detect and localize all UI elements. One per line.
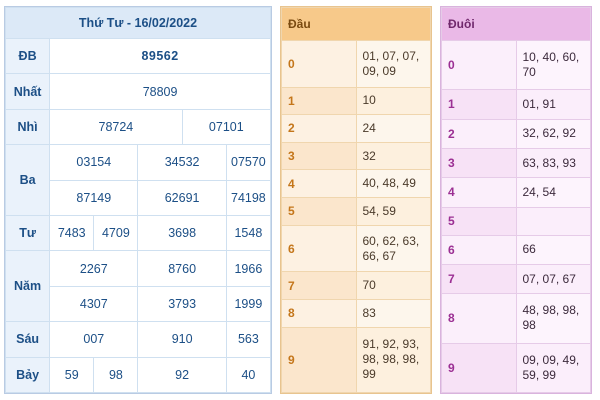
prize-value-ba-6: 74198 <box>226 180 270 215</box>
list-item <box>442 41 591 90</box>
duoi-values-2: 32, 62, 92 <box>516 119 591 148</box>
dau-table <box>281 7 431 393</box>
duoi-values-0: 10, 40, 60, 70 <box>516 41 591 90</box>
prize-value-tu-3: 3698 <box>138 215 226 250</box>
dau-key-5: 5 <box>282 198 357 226</box>
duoi-values-7: 07, 07, 67 <box>516 264 591 293</box>
table-row-nam-1 <box>6 251 271 286</box>
duoi-table <box>441 7 591 393</box>
dau-key-8: 8 <box>282 299 357 327</box>
duoi-key-7: 7 <box>442 264 517 293</box>
list-item <box>282 225 431 272</box>
prize-value-nam-1: 2267 <box>50 251 138 286</box>
result-date-title: Thứ Tư - 16/02/2022 <box>6 8 271 39</box>
duoi-values-1: 01, 91 <box>516 90 591 119</box>
dau-key-3: 3 <box>282 142 357 170</box>
dau-values-1: 10 <box>356 87 431 115</box>
prize-value-nam-5: 3793 <box>138 286 226 321</box>
duoi-values-4: 24, 54 <box>516 178 591 207</box>
duoi-key-3: 3 <box>442 148 517 177</box>
prize-value-ba-3: 07570 <box>226 145 270 180</box>
dau-values-2: 24 <box>356 115 431 143</box>
prize-label-db: ĐB <box>6 39 50 74</box>
table-row-tu <box>6 215 271 250</box>
prize-label-bay: Bảy <box>6 357 50 392</box>
dau-key-0: 0 <box>282 41 357 88</box>
duoi-panel <box>440 6 592 394</box>
prize-value-tu-1: 7483 <box>50 215 94 250</box>
prize-value-tu-2: 4709 <box>94 215 138 250</box>
prize-value-bay-3: 92 <box>138 357 226 392</box>
prize-value-sau-2: 910 <box>138 322 226 357</box>
prize-label-sau: Sáu <box>6 322 50 357</box>
prize-value-ba-4: 87149 <box>50 180 138 215</box>
list-item <box>282 115 431 143</box>
dau-values-8: 83 <box>356 299 431 327</box>
duoi-header-row <box>442 8 591 41</box>
prize-label-ba: Ba <box>6 145 50 216</box>
prize-value-nam-6: 1999 <box>226 286 270 321</box>
dau-key-4: 4 <box>282 170 357 198</box>
list-item <box>282 327 431 392</box>
dau-key-9: 9 <box>282 327 357 392</box>
list-item <box>442 264 591 293</box>
duoi-key-5: 5 <box>442 207 517 235</box>
prize-value-bay-4: 40 <box>226 357 270 392</box>
dau-values-9: 91, 92, 93, 98, 98, 98, 99 <box>356 327 431 392</box>
duoi-values-9: 09, 09, 49, 59, 99 <box>516 343 591 392</box>
dau-values-7: 70 <box>356 272 431 300</box>
prize-value-nam-3: 1966 <box>226 251 270 286</box>
duoi-values-5 <box>516 207 591 235</box>
prize-value-ba-1: 03154 <box>50 145 138 180</box>
prize-value-tu-4: 1548 <box>226 215 270 250</box>
table-row-bay <box>6 357 271 392</box>
duoi-key-4: 4 <box>442 178 517 207</box>
duoi-key-9: 9 <box>442 343 517 392</box>
prize-value-nam-4: 4307 <box>50 286 138 321</box>
prize-value-bay-1: 59 <box>50 357 94 392</box>
table-row-ba-1 <box>6 145 271 180</box>
duoi-values-3: 63, 83, 93 <box>516 148 591 177</box>
list-item <box>442 148 591 177</box>
list-item <box>282 299 431 327</box>
list-item <box>282 41 431 88</box>
prize-value-sau-1: 007 <box>50 322 138 357</box>
prize-value-ba-5: 62691 <box>138 180 226 215</box>
dau-key-1: 1 <box>282 87 357 115</box>
prize-label-nhat: Nhất <box>6 74 50 109</box>
duoi-values-6: 66 <box>516 235 591 264</box>
prize-value-sau-3: 563 <box>226 322 270 357</box>
list-item <box>442 207 591 235</box>
list-item <box>442 343 591 392</box>
duoi-key-8: 8 <box>442 294 517 343</box>
table-row-sau <box>6 322 271 357</box>
dau-key-6: 6 <box>282 225 357 272</box>
duoi-key-6: 6 <box>442 235 517 264</box>
list-item <box>442 178 591 207</box>
prize-label-nam: Năm <box>6 251 50 322</box>
dau-key-2: 2 <box>282 115 357 143</box>
list-item <box>442 119 591 148</box>
list-item <box>282 170 431 198</box>
prize-value-nhi-1: 78724 <box>50 109 182 144</box>
list-item <box>282 87 431 115</box>
prize-value-ba-2: 34532 <box>138 145 226 180</box>
table-row-db <box>6 39 271 74</box>
dau-header: Đầu <box>282 8 431 41</box>
duoi-values-8: 48, 98, 98, 98 <box>516 294 591 343</box>
dau-values-0: 01, 07, 07, 09, 09 <box>356 41 431 88</box>
prize-value-db: 89562 <box>50 39 271 74</box>
duoi-header: Đuôi <box>442 8 591 41</box>
dau-values-6: 60, 62, 63, 66, 67 <box>356 225 431 272</box>
main-result-panel <box>4 6 272 394</box>
list-item <box>442 294 591 343</box>
list-item <box>282 272 431 300</box>
list-item <box>282 142 431 170</box>
dau-values-4: 40, 48, 49 <box>356 170 431 198</box>
prize-value-bay-2: 98 <box>94 357 138 392</box>
prize-value-nam-2: 8760 <box>138 251 226 286</box>
prize-value-nhi-2: 07101 <box>182 109 270 144</box>
dau-panel <box>280 6 432 394</box>
dau-key-7: 7 <box>282 272 357 300</box>
duoi-key-2: 2 <box>442 119 517 148</box>
list-item <box>442 90 591 119</box>
main-result-table <box>5 7 271 393</box>
list-item <box>282 198 431 226</box>
duoi-key-0: 0 <box>442 41 517 90</box>
dau-header-row <box>282 8 431 41</box>
duoi-key-1: 1 <box>442 90 517 119</box>
dau-values-5: 54, 59 <box>356 198 431 226</box>
prize-value-nhat: 78809 <box>50 74 271 109</box>
table-row-nhi <box>6 109 271 144</box>
prize-label-nhi: Nhì <box>6 109 50 144</box>
prize-label-tu: Tư <box>6 215 50 250</box>
table-row-title <box>6 8 271 39</box>
table-row-nhat <box>6 74 271 109</box>
dau-values-3: 32 <box>356 142 431 170</box>
list-item <box>442 235 591 264</box>
